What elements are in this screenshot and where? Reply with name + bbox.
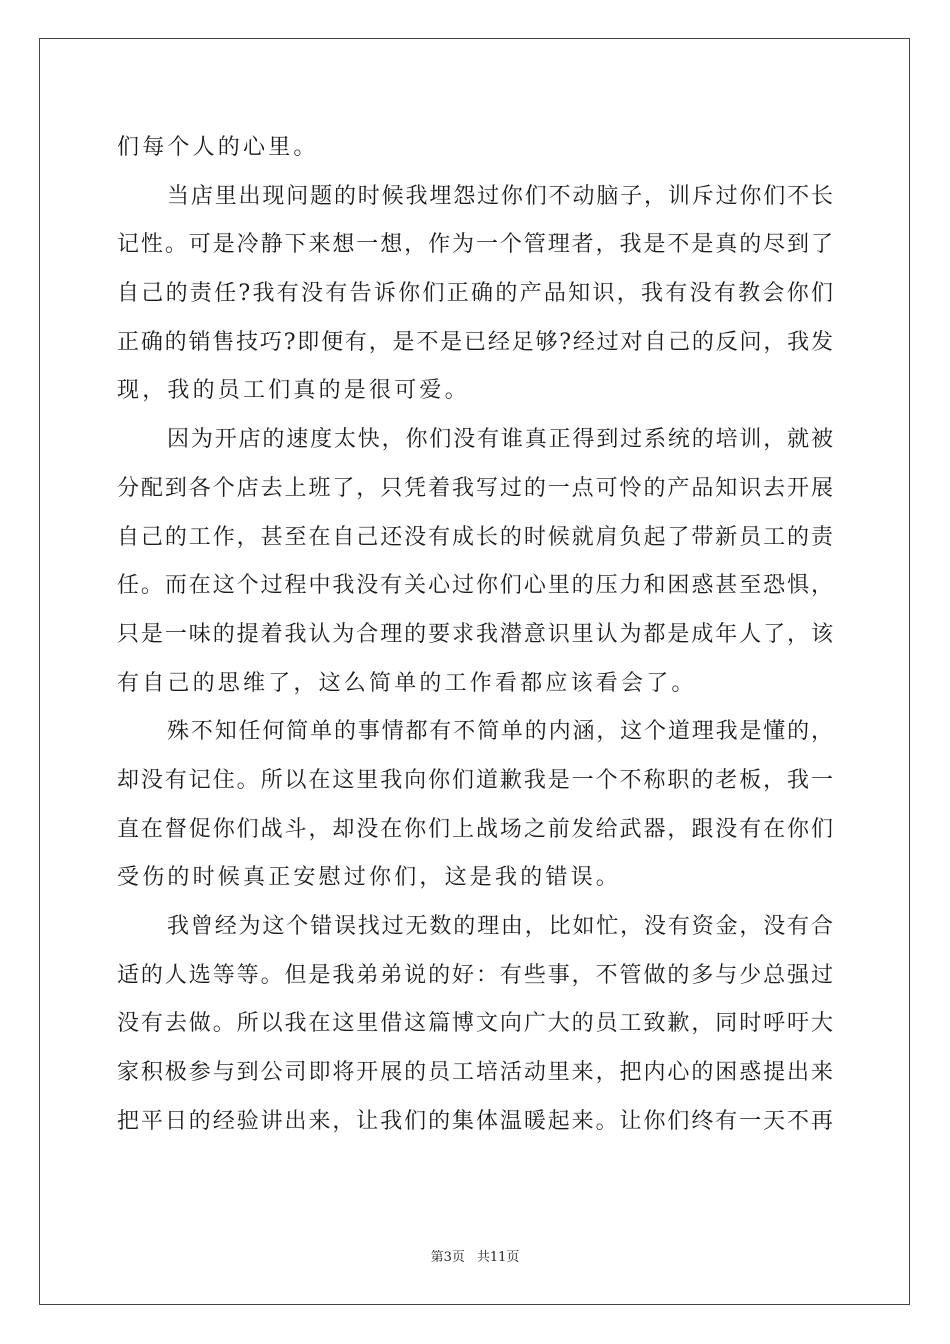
text-line: 只是一味的提着我认为合理的要求我潜意识里认为都是成年人了，该 <box>117 621 833 647</box>
text-line: 当店里出现问题的时候我埋怨过你们不动脑子，训斥过你们不长 <box>167 183 833 209</box>
text-line: 们每个人的心里。 <box>117 135 319 160</box>
page-number-current: 第3页 <box>430 1250 465 1265</box>
text-line: 却没有记住。所以在这里我向你们道歉我是一个不称职的老板，我一 <box>117 767 833 793</box>
text-line: 殊不知任何简单的事情都有不简单的内涵，这个道理我是懂的， <box>167 719 833 745</box>
text-line: 受伤的时候真正安慰过你们，这是我的错误。 <box>117 865 622 891</box>
page-footer <box>0 1246 950 1265</box>
text-line: 家积极参与到公司即将开展的员工培活动里来，把内心的困惑提出来 <box>117 1060 833 1086</box>
text-line: 现，我的员工们真的是很可爱。 <box>117 378 470 404</box>
text-line: 因为开店的速度太快，你们没有谁真正得到过系统的培训，就被 <box>167 427 833 453</box>
text-line: 分配到各个店去上班了，只凭着我写过的一点可怜的产品知识去开展 <box>117 475 833 501</box>
text-line: 把平日的经验讲出来，让我们的集体温暖起来。让你们终有一天不再 <box>117 1108 833 1134</box>
text-line: 没有去做。所以我在这里借这篇博文向广大的员工致歉，同时呼吁大 <box>117 1011 833 1037</box>
text-line: 任。而在这个过程中我没有关心过你们心里的压力和困惑甚至恐惧， <box>117 573 833 599</box>
page-number-total: 共11页 <box>476 1250 520 1265</box>
text-line: 直在督促你们战斗，却没在你们上战场之前发给武器，跟没有在你们 <box>117 816 833 842</box>
text-line: 适的人选等等。但是我弟弟说的好：有些事，不管做的多与少总强过 <box>117 962 833 988</box>
text-line: 有自己的思维了，这么简单的工作看都应该看会了。 <box>117 670 697 696</box>
text-line: 我曾经为这个错误找过无数的理由，比如忙，没有资金，没有合 <box>167 914 833 939</box>
text-line: 正确的销售技巧?即便有，是不是已经足够?经过对自己的反问，我发 <box>117 329 833 355</box>
text-line: 自己的责任?我有没有告诉你们正确的产品知识，我有没有教会你们 <box>117 281 833 307</box>
document-body <box>117 124 833 1146</box>
text-line: 记性。可是冷静下来想一想，作为一个管理者，我是不是真的尽到了 <box>117 232 833 258</box>
text-line: 自己的工作，甚至在自己还没有成长的时候就肩负起了带新员工的责 <box>117 524 833 550</box>
